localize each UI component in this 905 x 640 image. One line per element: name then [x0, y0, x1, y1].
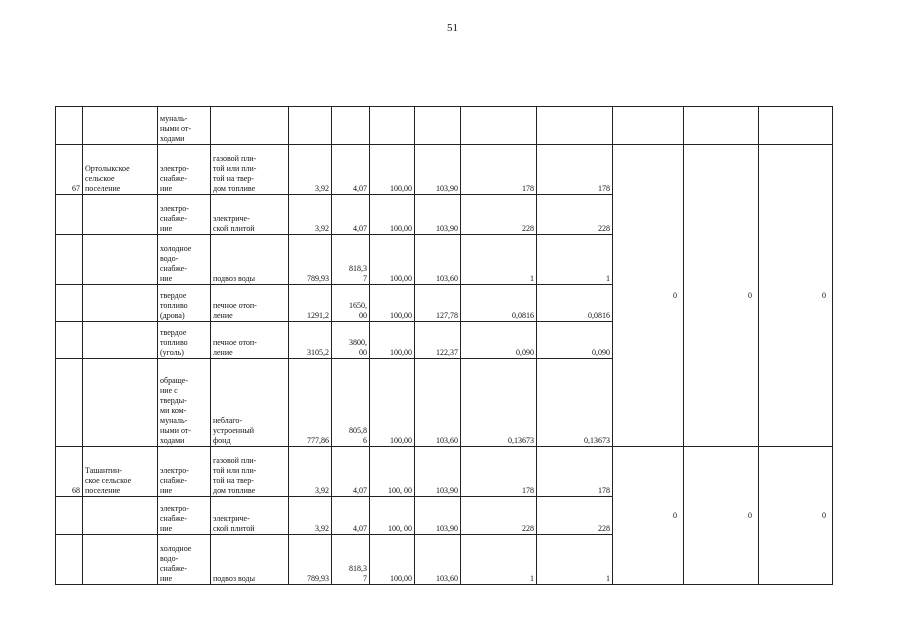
percent-cell: 103,90 [415, 497, 461, 535]
service-cell: муналь- ными от- ходами [158, 107, 211, 145]
tariff-cell: 4,07 [332, 145, 370, 195]
improvement-level-cell: газовой пли- той или пли- той на твер- дом топливе [211, 145, 289, 195]
percent-cell: 100,00 [370, 535, 415, 585]
tariff-cell: 789,93 [289, 235, 332, 285]
standard-cell: 1 [537, 235, 613, 285]
standard-cell: 1 [537, 535, 613, 585]
service-cell: холодное водо- снабже- ние [158, 235, 211, 285]
tariff-cell: 3,92 [289, 145, 332, 195]
percent-cell [370, 107, 415, 145]
standard-cell: 228 [461, 497, 537, 535]
tariff-cell: 3800, 00 [332, 322, 370, 359]
tariff-cell: 789,93 [289, 535, 332, 585]
summary-cell: 0 [759, 447, 833, 585]
settlement-cell [83, 359, 158, 447]
standard-cell: 178 [461, 145, 537, 195]
settlement-cell [83, 235, 158, 285]
page-number: 51 [447, 22, 458, 34]
standard-cell: 228 [537, 195, 613, 235]
standard-cell: 1 [461, 535, 537, 585]
improvement-level-cell [211, 107, 289, 145]
standard-cell: 0,0816 [537, 285, 613, 322]
improvement-level-cell: печное отоп- ление [211, 285, 289, 322]
service-cell: холодное водо- снабже- ние [158, 535, 211, 585]
standard-cell: 228 [461, 195, 537, 235]
row-number-cell [56, 285, 83, 322]
percent-cell: 103,60 [415, 535, 461, 585]
standard-cell: 228 [537, 497, 613, 535]
percent-cell: 100, 00 [370, 447, 415, 497]
improvement-level-cell: подвоз воды [211, 535, 289, 585]
percent-cell: 100,00 [370, 235, 415, 285]
service-cell: электро- снабже- ние [158, 145, 211, 195]
improvement-level-cell: газовой пли- той или пли- той на твер- дом топливе [211, 447, 289, 497]
tariff-cell: 4,07 [332, 497, 370, 535]
tariff-cell: 805,8 6 [332, 359, 370, 447]
percent-cell [415, 107, 461, 145]
standard-cell: 178 [537, 447, 613, 497]
summary-cell: 0 [684, 145, 759, 447]
percent-cell: 100,00 [370, 145, 415, 195]
row-number-cell [56, 497, 83, 535]
tariff-cell: 4,07 [332, 195, 370, 235]
percent-cell: 103,60 [415, 359, 461, 447]
service-cell: электро- снабже- ние [158, 195, 211, 235]
improvement-level-cell: электриче- ской плитой [211, 195, 289, 235]
summary-cell: 0 [759, 145, 833, 447]
tariff-cell: 3,92 [289, 497, 332, 535]
standard-cell: 0,0816 [461, 285, 537, 322]
standard-cell: 178 [461, 447, 537, 497]
row-number-cell [56, 322, 83, 359]
improvement-level-cell: печное отоп- ление [211, 322, 289, 359]
tariff-cell: 3,92 [289, 447, 332, 497]
settlement-cell [83, 535, 158, 585]
standard-cell: 0,13673 [537, 359, 613, 447]
percent-cell: 103,60 [415, 235, 461, 285]
row-number-cell [56, 195, 83, 235]
summary-cell: 0 [613, 447, 684, 585]
row-number-cell [56, 107, 83, 145]
row-number-cell [56, 359, 83, 447]
percent-cell: 103,90 [415, 447, 461, 497]
percent-cell: 103,90 [415, 195, 461, 235]
tariff-cell: 4,07 [332, 447, 370, 497]
standard-cell [461, 107, 537, 145]
tariff-cell: 818,3 7 [332, 535, 370, 585]
row-number-cell [56, 235, 83, 285]
improvement-level-cell: неблаго- устроенный фонд [211, 359, 289, 447]
tariff-cell [289, 107, 332, 145]
tariff-cell: 1291,2 [289, 285, 332, 322]
percent-cell: 100, 00 [370, 497, 415, 535]
standard-cell [537, 107, 613, 145]
percent-cell: 100,00 [370, 285, 415, 322]
settlement-cell [83, 497, 158, 535]
row-number-cell: 67 [56, 145, 83, 195]
row-number-cell: 68 [56, 447, 83, 497]
tariff-table [55, 106, 833, 585]
percent-cell: 100,00 [370, 195, 415, 235]
tariff-cell: 3,92 [289, 195, 332, 235]
table-row [56, 107, 833, 145]
settlement-cell [83, 322, 158, 359]
summary-cell [613, 107, 684, 145]
row-number-cell [56, 535, 83, 585]
table-row [56, 145, 833, 195]
summary-cell [684, 107, 759, 145]
settlement-cell: Ортолыкское сельское поселение [83, 145, 158, 195]
improvement-level-cell: подвоз воды [211, 235, 289, 285]
standard-cell: 1 [461, 235, 537, 285]
service-cell: электро- снабже- ние [158, 497, 211, 535]
settlement-cell: Ташантин- ское сельское поселение [83, 447, 158, 497]
percent-cell: 122,37 [415, 322, 461, 359]
summary-cell: 0 [613, 145, 684, 447]
table-row [56, 447, 833, 497]
summary-cell: 0 [684, 447, 759, 585]
standard-cell: 0,090 [461, 322, 537, 359]
percent-cell: 103,90 [415, 145, 461, 195]
settlement-cell [83, 195, 158, 235]
percent-cell: 127,78 [415, 285, 461, 322]
service-cell: твердое топливо (дрова) [158, 285, 211, 322]
service-cell: обраще- ние с тверды- ми ком- муналь- ными от- ходами [158, 359, 211, 447]
tariff-cell: 3105,2 [289, 322, 332, 359]
standard-cell: 0,090 [537, 322, 613, 359]
tariff-cell [332, 107, 370, 145]
settlement-cell [83, 285, 158, 322]
tariff-cell: 818,3 7 [332, 235, 370, 285]
settlement-cell [83, 107, 158, 145]
tariff-cell: 777,86 [289, 359, 332, 447]
service-cell: электро- снабже- ние [158, 447, 211, 497]
summary-cell [759, 107, 833, 145]
standard-cell: 178 [537, 145, 613, 195]
percent-cell: 100,00 [370, 359, 415, 447]
improvement-level-cell: электриче- ской плитой [211, 497, 289, 535]
percent-cell: 100,00 [370, 322, 415, 359]
standard-cell: 0,13673 [461, 359, 537, 447]
service-cell: твердое топливо (уголь) [158, 322, 211, 359]
tariff-cell: 1650, 00 [332, 285, 370, 322]
